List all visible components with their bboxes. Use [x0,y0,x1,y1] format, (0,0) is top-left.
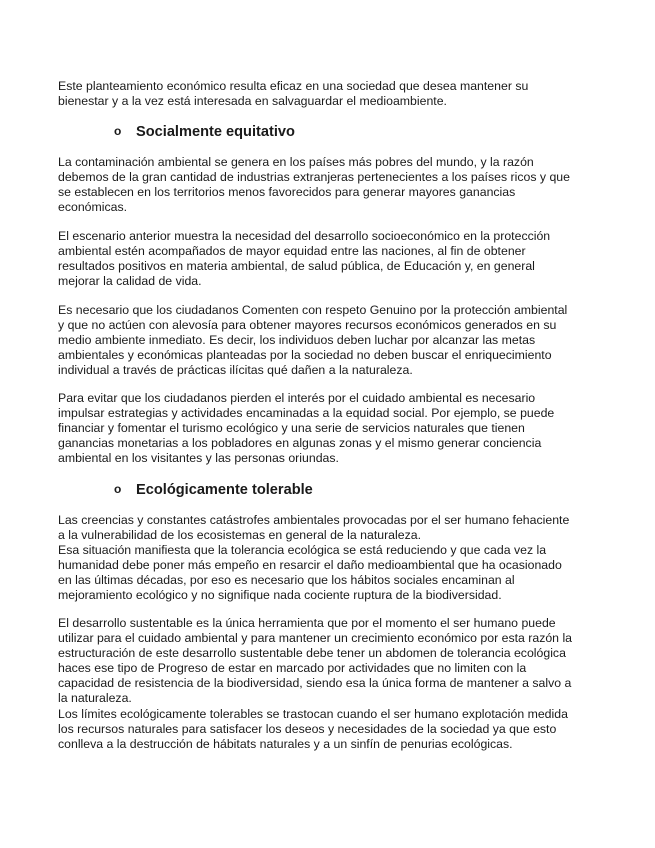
text-line: los recursos naturales para satisfacer los deseos y necesidades de la sociedad ya que esto [58,721,557,736]
text-line: humanidad debe poner más empeño en resarcir el daño medioambiental que ha ocasionado [58,558,562,573]
text-line: El desarrollo sustentable es la única herramienta que por el momento el ser humano puede [58,616,556,630]
text-line: haces ese tipo de Progreso de estar en marcado por actividades que no limiten con la [58,661,527,676]
heading-ecologicamente-tolerable [114,480,313,499]
text-line: Esa situación manifiesta que la tolerancia ecológica se está reduciendo y que cada vez la [58,543,547,558]
text-line: Los límites ecológicamente tolerables se trastocan cuando el ser humano explotación medida [58,706,568,721]
paragraph-contaminacion [58,155,603,215]
text-line: ambientales y económicas planteadas por la sociedad no deben buscar el enriquecimiento [58,348,552,363]
paragraph-intro [58,79,603,109]
text-line: impulsar estrategias y actividades encaminadas a la equidad social. Por ejemplo, se puede [58,406,555,421]
text-line: y que no actúen con alevosía para obtener mayores recursos económicos generados en su [58,318,557,333]
heading-text: Ecológicamente tolerable [136,482,313,498]
text-line: económicas. [58,200,128,215]
text-line: Para evitar que los ciudadanos pierden el interés por el cuidado ambiental es necesario [58,391,536,405]
text-line: mejorar la calidad de vida. [58,274,202,289]
paragraph-desarrollo-sustentable [58,616,603,752]
text-line: capacidad de resistencia de la biodiversidad, siendo esa la única forma de mantener a salvo a [58,676,572,691]
text-line: ganancias monetarias a los pobladores en algunas zonas y el mismo generar conciencia [58,436,542,451]
text-line: bienestar y a la vez está interesada en salvaguardar el medioambiente. [58,94,447,109]
text-line: ambiental en los visitantes y las personas oriundas. [58,451,339,466]
text-line: se establecen en los territorios menos favorecidos para generar mayores ganancias [58,185,516,200]
text-line: en las últimas décadas, por eso es necesario que los hábitos sociales encaminan al [58,573,515,588]
text-line: financiar y fomentar el turismo ecológico y una serie de servicios naturales que tienen [58,421,525,436]
text-line: a la vulnerabilidad de los ecosistemas en general de la naturaleza. [58,528,421,543]
text-line: estructuración de este desarrollo sustentable debe tener un abdomen de tolerancia ecológica [58,646,566,661]
text-line: conlleva a la destrucción de hábitats naturales y a un sinfín de penurias ecológicas. [58,736,513,751]
text-line: El escenario anterior muestra la necesidad del desarrollo socioeconómico en la protección [58,229,551,243]
text-line: Este planteamiento económico resulta eficaz en una sociedad que desea mantener su [58,79,529,93]
text-line: individual a través de prácticas ilícitas qué dañen a la naturaleza. [58,363,413,378]
text-line: Es necesario que los ciudadanos Comenten con respeto Genuino por la protección ambiental [58,303,568,317]
text-line: ambiental estén acompañados de mayor equidad entre las naciones, al fin de obtener [58,244,526,259]
paragraph-ciudadanos [58,303,603,378]
text-line: La contaminación ambiental se genera en los países más pobres del mundo, y la razón [58,155,534,169]
paragraph-creencias [58,513,603,604]
text-line: mejoramiento ecológico y no signifique nada cociente ruptura de la biodiversidad. [58,588,502,603]
paragraph-escenario [58,229,603,289]
heading-socialmente-equitativo [114,122,295,141]
bullet-icon: o [114,124,122,138]
paragraph-turismo [58,391,603,466]
heading-text: Socialmente equitativo [136,124,295,140]
text-line: debemos de la gran cantidad de industrias extranjeras pertenecientes a los países ricos y que [58,170,570,185]
text-line: Las creencias y constantes catástrofes ambientales provocadas por el ser humano fehaciente [58,513,570,527]
text-line: utilizar para el cuidado ambiental y para mantener un crecimiento económico por esta razón la [58,631,573,646]
text-line: medio ambiente inmediato. Es decir, los individuos deben luchar por alcanzar las metas [58,333,536,348]
bullet-icon: o [114,482,122,496]
text-line: resultados positivos en materia ambiental, de salud pública, de Educación y, en general [58,259,535,274]
text-line: la naturaleza. [58,691,132,706]
